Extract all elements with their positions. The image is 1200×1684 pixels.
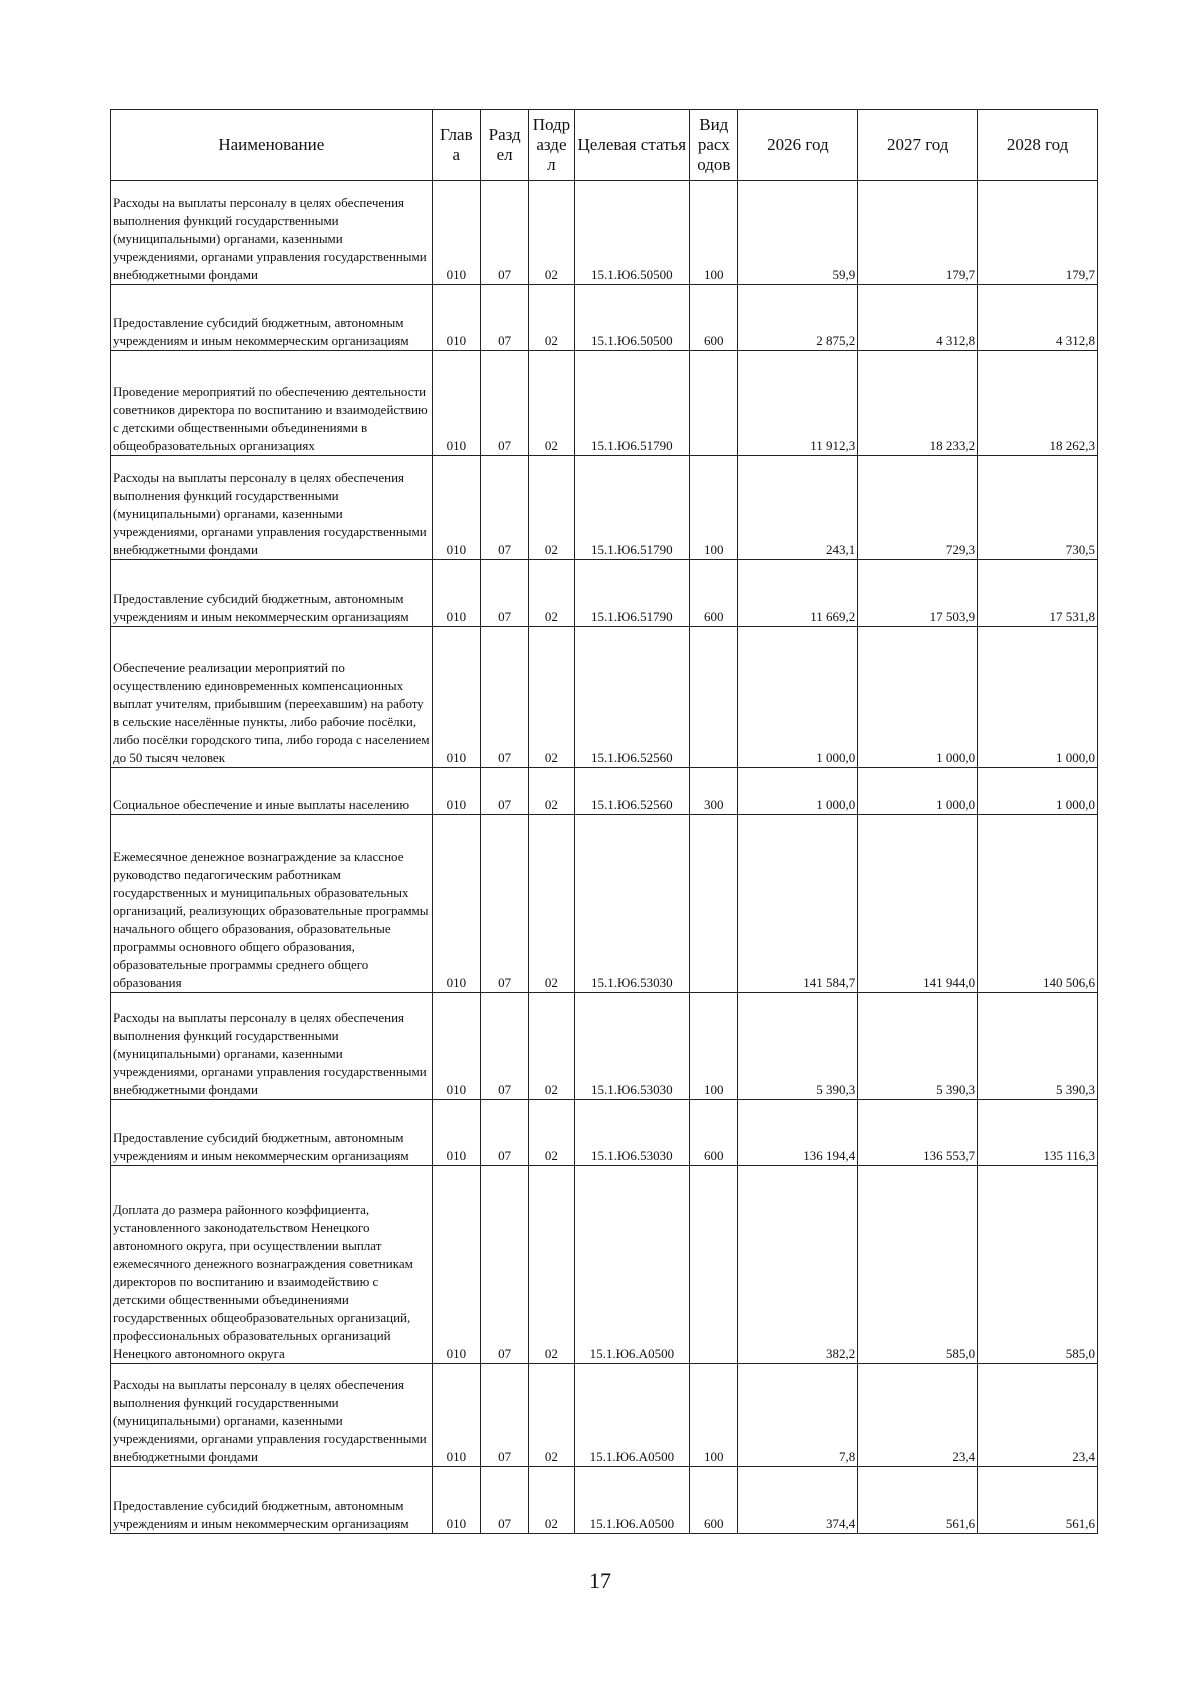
row-name: Предоставление субсидий бюджетным, автономным учреждениям и иным некоммерческим организациям bbox=[111, 1467, 433, 1534]
table-row bbox=[111, 456, 1098, 560]
row-glava: 010 bbox=[432, 1467, 480, 1534]
row-glava: 010 bbox=[432, 1166, 480, 1364]
row-2028: 561,6 bbox=[978, 1467, 1098, 1534]
row-article: 15.1.Ю6.50500 bbox=[574, 285, 690, 351]
row-2026: 136 194,4 bbox=[738, 1100, 858, 1166]
row-article: 15.1.Ю6.А0500 bbox=[574, 1467, 690, 1534]
row-2028: 18 262,3 bbox=[978, 351, 1098, 456]
table-header bbox=[111, 110, 1098, 181]
header-name: Наименование bbox=[111, 110, 433, 181]
table-row bbox=[111, 181, 1098, 285]
row-2026: 374,4 bbox=[738, 1467, 858, 1534]
table-row bbox=[111, 1100, 1098, 1166]
row-article: 15.1.Ю6.52560 bbox=[574, 627, 690, 768]
row-podrazdel: 02 bbox=[529, 1364, 574, 1467]
row-2027: 141 944,0 bbox=[858, 815, 978, 993]
row-name: Предоставление субсидий бюджетным, автономным учреждениям и иным некоммерческим организациям bbox=[111, 1100, 433, 1166]
row-2028: 4 312,8 bbox=[978, 285, 1098, 351]
row-2026: 1 000,0 bbox=[738, 627, 858, 768]
row-2027: 729,3 bbox=[858, 456, 978, 560]
row-glava: 010 bbox=[432, 1364, 480, 1467]
row-vid: 300 bbox=[690, 768, 738, 815]
table-row bbox=[111, 1467, 1098, 1534]
row-vid: 100 bbox=[690, 1364, 738, 1467]
row-article: 15.1.Ю6.51790 bbox=[574, 456, 690, 560]
table-row bbox=[111, 560, 1098, 627]
row-2027: 17 503,9 bbox=[858, 560, 978, 627]
row-article: 15.1.Ю6.53030 bbox=[574, 815, 690, 993]
row-glava: 010 bbox=[432, 560, 480, 627]
row-article: 15.1.Ю6.52560 bbox=[574, 768, 690, 815]
row-vid: 600 bbox=[690, 285, 738, 351]
row-2027: 1 000,0 bbox=[858, 768, 978, 815]
row-glava: 010 bbox=[432, 768, 480, 815]
row-vid: 100 bbox=[690, 993, 738, 1100]
row-name: Расходы на выплаты персоналу в целях обеспечения выполнения функций государственными (муниципальными) органами, казенными учреждениями, органами управления государственными внебюджетными фондами bbox=[111, 1364, 433, 1467]
row-2027: 23,4 bbox=[858, 1364, 978, 1467]
header-article: Целевая статья bbox=[574, 110, 690, 181]
row-name: Расходы на выплаты персоналу в целях обеспечения выполнения функций государственными (муниципальными) органами, казенными учреждениями, органами управления государственными внебюджетными фондами bbox=[111, 993, 433, 1100]
row-vid bbox=[690, 1166, 738, 1364]
row-glava: 010 bbox=[432, 456, 480, 560]
table-row bbox=[111, 768, 1098, 815]
row-2028: 585,0 bbox=[978, 1166, 1098, 1364]
row-name: Доплата до размера районного коэффициента, установленного законодательством Ненецкого автономного округа, при осуществлении выплат ежемесячного денежного вознаграждения советникам директоров по воспитанию и взаимодействию с детскими общественными объединениями государственных общеобразовательных организаций, профессиональных образовательных организаций Ненецкого автономного округа bbox=[111, 1166, 433, 1364]
row-article: 15.1.Ю6.А0500 bbox=[574, 1364, 690, 1467]
row-2026: 59,9 bbox=[738, 181, 858, 285]
row-podrazdel: 02 bbox=[529, 1467, 574, 1534]
row-razdel: 07 bbox=[480, 560, 528, 627]
row-2026: 5 390,3 bbox=[738, 993, 858, 1100]
row-razdel: 07 bbox=[480, 815, 528, 993]
row-2027: 1 000,0 bbox=[858, 627, 978, 768]
row-article: 15.1.Ю6.53030 bbox=[574, 1100, 690, 1166]
row-2026: 11 912,3 bbox=[738, 351, 858, 456]
row-razdel: 07 bbox=[480, 1100, 528, 1166]
header-2026: 2026 год bbox=[738, 110, 858, 181]
row-vid bbox=[690, 815, 738, 993]
row-podrazdel: 02 bbox=[529, 456, 574, 560]
row-razdel: 07 bbox=[480, 1467, 528, 1534]
row-2028: 23,4 bbox=[978, 1364, 1098, 1467]
row-2028: 179,7 bbox=[978, 181, 1098, 285]
table-row bbox=[111, 1166, 1098, 1364]
row-2027: 585,0 bbox=[858, 1166, 978, 1364]
row-glava: 010 bbox=[432, 1100, 480, 1166]
row-name: Ежемесячное денежное вознаграждение за классное руководство педагогическим работникам государственных и муниципальных образовательных организаций, реализующих образовательные программы начального общего образования, образовательные программы основного общего образования, образовательные программы среднего общего образования bbox=[111, 815, 433, 993]
row-razdel: 07 bbox=[480, 456, 528, 560]
table-row bbox=[111, 1364, 1098, 1467]
row-2028: 1 000,0 bbox=[978, 768, 1098, 815]
row-2026: 11 669,2 bbox=[738, 560, 858, 627]
row-article: 15.1.Ю6.53030 bbox=[574, 993, 690, 1100]
row-razdel: 07 bbox=[480, 285, 528, 351]
header-2028: 2028 год bbox=[978, 110, 1098, 181]
row-name: Расходы на выплаты персоналу в целях обеспечения выполнения функций государственными (муниципальными) органами, казенными учреждениями, органами управления государственными внебюджетными фондами bbox=[111, 181, 433, 285]
row-razdel: 07 bbox=[480, 627, 528, 768]
row-2026: 141 584,7 bbox=[738, 815, 858, 993]
header-glava: Глав а bbox=[432, 110, 480, 181]
row-article: 15.1.Ю6.51790 bbox=[574, 351, 690, 456]
row-podrazdel: 02 bbox=[529, 351, 574, 456]
row-podrazdel: 02 bbox=[529, 285, 574, 351]
row-2026: 382,2 bbox=[738, 1166, 858, 1364]
row-podrazdel: 02 bbox=[529, 627, 574, 768]
row-razdel: 07 bbox=[480, 1364, 528, 1467]
row-article: 15.1.Ю6.50500 bbox=[574, 181, 690, 285]
row-2026: 1 000,0 bbox=[738, 768, 858, 815]
row-vid: 600 bbox=[690, 1467, 738, 1534]
row-podrazdel: 02 bbox=[529, 768, 574, 815]
row-name: Социальное обеспечение и иные выплаты населению bbox=[111, 768, 433, 815]
row-2028: 5 390,3 bbox=[978, 993, 1098, 1100]
row-2027: 561,6 bbox=[858, 1467, 978, 1534]
row-podrazdel: 02 bbox=[529, 560, 574, 627]
row-vid: 100 bbox=[690, 181, 738, 285]
row-2026: 243,1 bbox=[738, 456, 858, 560]
row-podrazdel: 02 bbox=[529, 1100, 574, 1166]
page-number: 17 bbox=[589, 1568, 611, 1593]
table-row bbox=[111, 351, 1098, 456]
row-2027: 136 553,7 bbox=[858, 1100, 978, 1166]
row-vid bbox=[690, 627, 738, 768]
row-2028: 730,5 bbox=[978, 456, 1098, 560]
row-2028: 1 000,0 bbox=[978, 627, 1098, 768]
header-2027: 2027 год bbox=[858, 110, 978, 181]
row-razdel: 07 bbox=[480, 993, 528, 1100]
row-vid bbox=[690, 351, 738, 456]
row-2028: 17 531,8 bbox=[978, 560, 1098, 627]
table-row bbox=[111, 627, 1098, 768]
row-razdel: 07 bbox=[480, 351, 528, 456]
row-name: Предоставление субсидий бюджетным, автономным учреждениям и иным некоммерческим организациям bbox=[111, 285, 433, 351]
row-2028: 140 506,6 bbox=[978, 815, 1098, 993]
row-podrazdel: 02 bbox=[529, 993, 574, 1100]
table-row bbox=[111, 815, 1098, 993]
budget-table bbox=[110, 109, 1098, 1534]
table-row bbox=[111, 993, 1098, 1100]
row-2027: 179,7 bbox=[858, 181, 978, 285]
row-name: Обеспечение реализации мероприятий по осуществлению единовременных компенсационных выплат учителям, прибывшим (переехавшим) на работу в сельские населённые пункты, либо рабочие посёлки, либо посёлки городского типа, либо города с населением до 50 тысяч человек bbox=[111, 627, 433, 768]
row-2027: 18 233,2 bbox=[858, 351, 978, 456]
table-body bbox=[111, 181, 1098, 1534]
row-razdel: 07 bbox=[480, 1166, 528, 1364]
row-razdel: 07 bbox=[480, 768, 528, 815]
row-glava: 010 bbox=[432, 627, 480, 768]
row-name: Проведение мероприятий по обеспечению деятельности советников директора по воспитанию и взаимодействию с детскими общественными объединениями в общеобразовательных организациях bbox=[111, 351, 433, 456]
row-article: 15.1.Ю6.А0500 bbox=[574, 1166, 690, 1364]
row-article: 15.1.Ю6.51790 bbox=[574, 560, 690, 627]
header-podrazdel: Подр азде л bbox=[529, 110, 574, 181]
header-vid: Вид расх одов bbox=[690, 110, 738, 181]
row-name: Предоставление субсидий бюджетным, автономным учреждениям и иным некоммерческим организациям bbox=[111, 560, 433, 627]
header-razdel: Разд ел bbox=[480, 110, 528, 181]
row-glava: 010 bbox=[432, 285, 480, 351]
row-2028: 135 116,3 bbox=[978, 1100, 1098, 1166]
row-razdel: 07 bbox=[480, 181, 528, 285]
row-podrazdel: 02 bbox=[529, 815, 574, 993]
row-2026: 7,8 bbox=[738, 1364, 858, 1467]
row-vid: 600 bbox=[690, 560, 738, 627]
table-row bbox=[111, 285, 1098, 351]
row-2027: 5 390,3 bbox=[858, 993, 978, 1100]
row-glava: 010 bbox=[432, 815, 480, 993]
row-podrazdel: 02 bbox=[529, 1166, 574, 1364]
row-glava: 010 bbox=[432, 993, 480, 1100]
row-name: Расходы на выплаты персоналу в целях обеспечения выполнения функций государственными (муниципальными) органами, казенными учреждениями, органами управления государственными внебюджетными фондами bbox=[111, 456, 433, 560]
row-2026: 2 875,2 bbox=[738, 285, 858, 351]
row-glava: 010 bbox=[432, 181, 480, 285]
row-podrazdel: 02 bbox=[529, 181, 574, 285]
row-vid: 600 bbox=[690, 1100, 738, 1166]
row-2027: 4 312,8 bbox=[858, 285, 978, 351]
row-glava: 010 bbox=[432, 351, 480, 456]
row-vid: 100 bbox=[690, 456, 738, 560]
